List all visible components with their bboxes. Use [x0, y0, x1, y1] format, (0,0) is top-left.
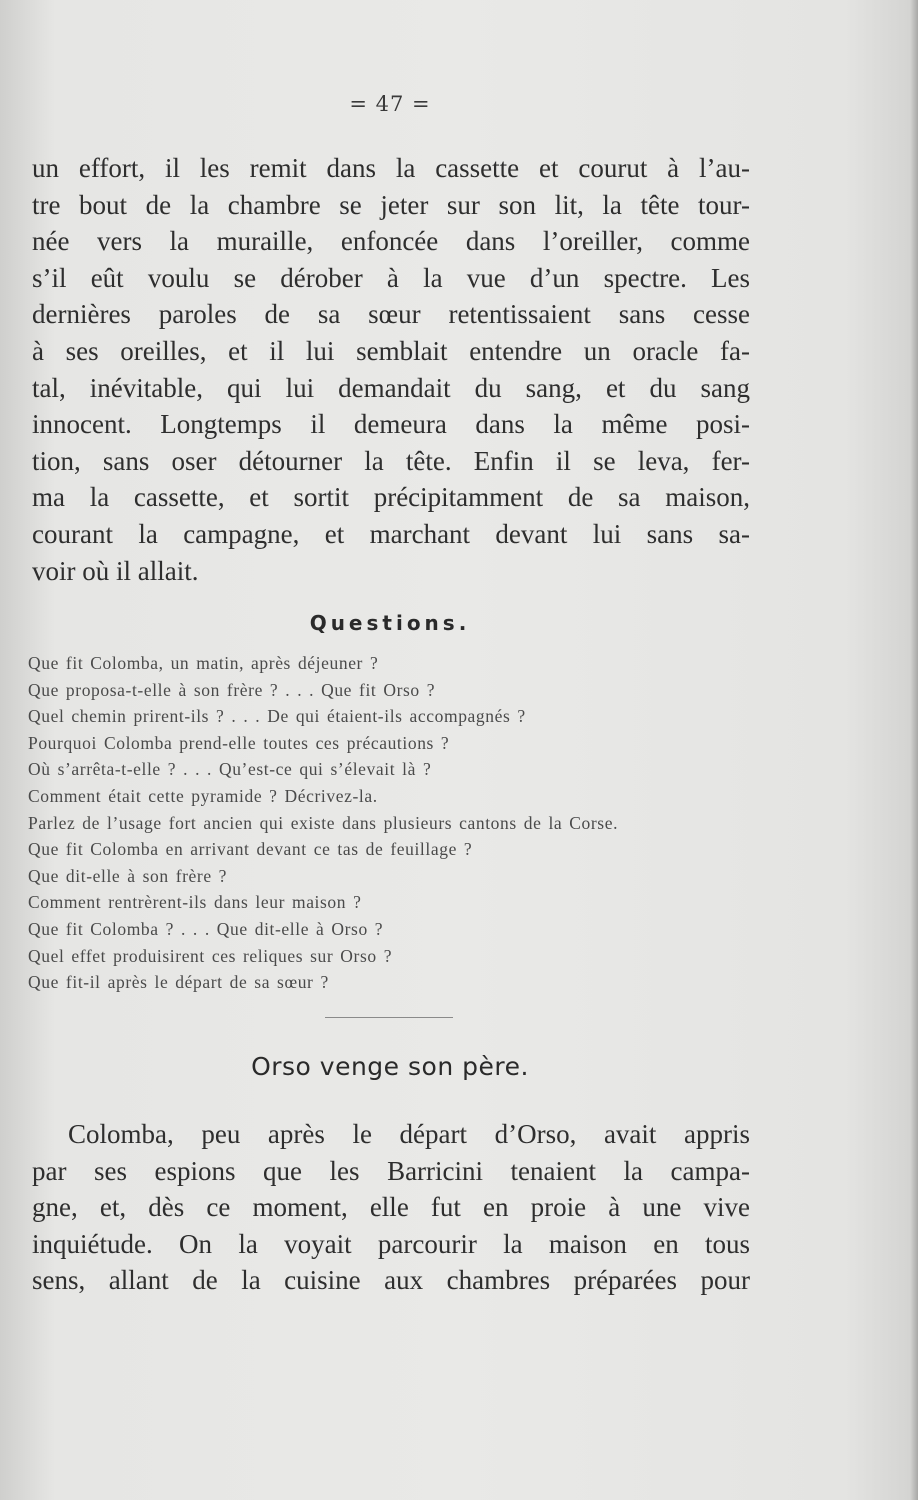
text-line: inquiétude. On la voyait parcourir la maison en tous: [32, 1228, 750, 1259]
question-item: Pourquoi Colomba prend-elle toutes ces précautions ?: [28, 732, 450, 753]
page-edge-shadow: [910, 0, 918, 1500]
paragraph-continuation: [32, 150, 750, 589]
question-item: Où s’arrêta-t-elle ? . . . Qu’est-ce qui s’élevait là ?: [28, 759, 432, 780]
text-line: tion, sans oser détourner la tête. Enfin il se leva, fer-: [32, 445, 750, 476]
questions-list: [28, 650, 758, 996]
text-line: née vers la muraille, enfoncée dans l’oreiller, comme: [32, 226, 750, 257]
question-item: Que dit-elle à son frère ?: [28, 865, 228, 886]
section-divider: [325, 1017, 453, 1018]
text-line: un effort, il les remit dans la cassette et courut à l’au-: [32, 153, 750, 183]
text-line: s’il eût voulu se dérober à la vue d’un spectre. Les: [32, 262, 750, 293]
text-line: voir où il allait.: [32, 555, 199, 586]
text-line: Colomba, peu après le départ d’Orso, avait appris: [68, 1119, 750, 1149]
text-line: tre bout de la chambre se jeter sur son lit, la tête tour-: [32, 189, 750, 220]
question-item: Que fit Colomba en arrivant devant ce tas de feuillage ?: [28, 839, 473, 860]
text-line: à ses oreilles, et il lui semblait entendre un oracle fa-: [32, 335, 750, 366]
text-line: courant la campagne, et marchant devant lui sans sa-: [32, 518, 750, 549]
text-line: innocent. Longtemps il demeura dans la même posi-: [32, 409, 750, 440]
text-line: gne, et, dès ce moment, elle fut en proie à une vive: [32, 1192, 750, 1222]
paragraph-new-section: [32, 1116, 750, 1299]
text-line: ma la cassette, et sortit précipitamment de sa maison,: [32, 482, 750, 513]
question-item: Que fit Colomba ? . . . Que dit-elle à Orso ?: [28, 918, 384, 939]
section-title: Orso venge son père.: [251, 1052, 529, 1081]
page-number: = 47 =: [349, 92, 431, 116]
question-item: Quel effet produisirent ces reliques sur Orso ?: [28, 945, 393, 966]
question-item: Que proposa-t-elle à son frère ? . . . Que fit Orso ?: [28, 679, 436, 700]
question-item: Que fit Colomba, un matin, après déjeuner ?: [28, 653, 379, 673]
text-line: par ses espions que les Barricini tenaient la campa-: [32, 1155, 750, 1186]
question-item: Comment était cette pyramide ? Décrivez-la.: [28, 785, 378, 806]
text-line: sens, allant de la cuisine aux chambres préparées pour: [32, 1265, 750, 1295]
text-line: dernières paroles de sa sœur retentissaient sans cesse: [32, 299, 750, 330]
question-item: Comment rentrèrent-ils dans leur maison ?: [28, 892, 362, 913]
text-line: tal, inévitable, qui lui demandait du sang, et du sang: [32, 372, 750, 403]
question-item: Parlez de l’usage fort ancien qui existe dans plusieurs cantons de la Corse.: [28, 812, 619, 833]
question-item: Que fit-il après le départ de sa sœur ?: [28, 972, 329, 993]
questions-heading: Questions.: [309, 611, 471, 635]
question-item: Quel chemin prirent-ils ? . . . De qui étaient-ils accompagnés ?: [28, 706, 526, 727]
